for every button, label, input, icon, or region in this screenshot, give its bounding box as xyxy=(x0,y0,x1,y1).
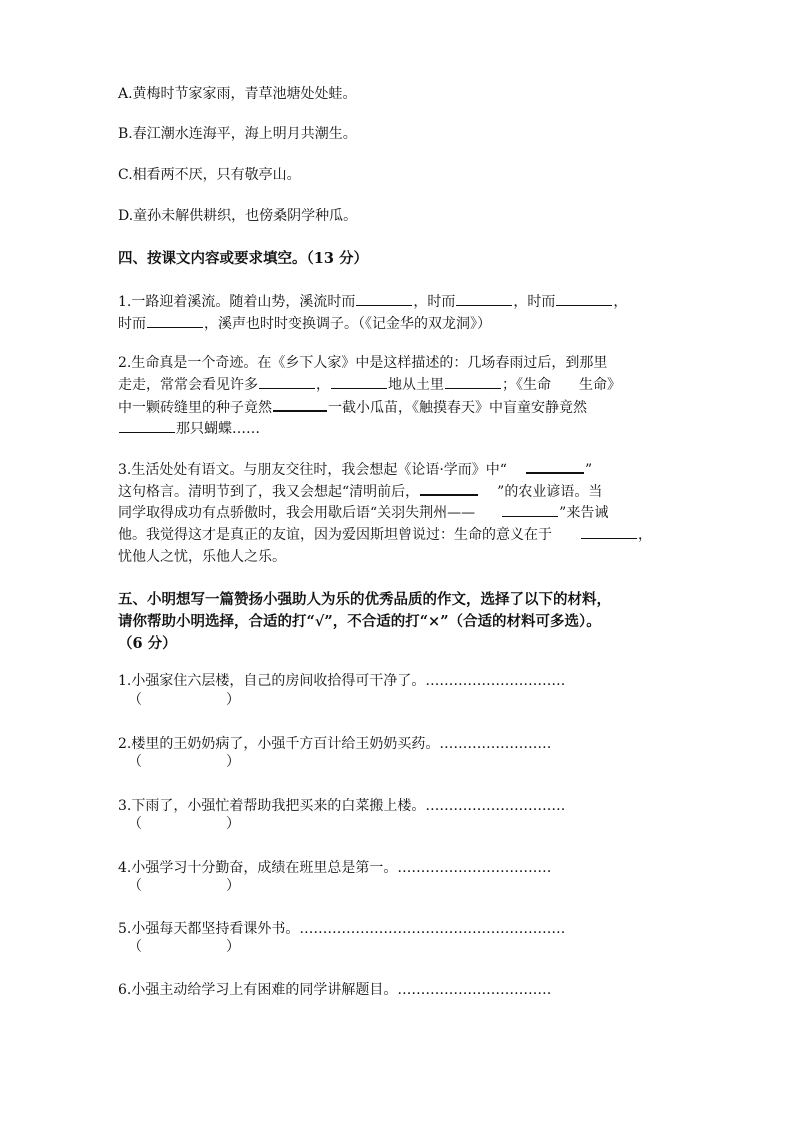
text: ” xyxy=(584,462,593,478)
text: ， xyxy=(613,294,628,310)
s4-q2-line2 xyxy=(118,374,621,396)
text: ，时而 xyxy=(513,294,556,310)
fill-blank[interactable] xyxy=(456,291,512,306)
s4-q2-line3 xyxy=(118,396,587,419)
fill-blank[interactable] xyxy=(119,418,175,433)
answer-paren[interactable] xyxy=(128,876,240,896)
text: ”来告诫 xyxy=(559,505,609,521)
text: 这句格言。清明节到了，我又会想起“清明前后， xyxy=(118,484,420,500)
s4-q1-line1 xyxy=(118,291,627,313)
answer-paren[interactable] xyxy=(128,937,240,957)
text: ，溪声也时时变换调子。（《记金华的双龙洞》） xyxy=(204,316,491,332)
s4-q1-line2 xyxy=(118,313,491,335)
option-b: B.春江潮水连海平，海上明月共潮生。 xyxy=(118,126,357,142)
s4-q2-line4 xyxy=(118,418,260,440)
answer-paren[interactable] xyxy=(128,752,240,772)
s5-item-3: 3.下雨了，小强忙着帮助我把买来的白菜搬上楼。………………………… xyxy=(118,798,566,814)
s5-item-4: 4.小强学习十分勤奋，成绩在班里总是第一。…………………………… xyxy=(118,860,552,876)
text: 一截小瓜苗，《触摸春天》中盲童安静竟然 xyxy=(328,400,587,416)
paren-open: （ xyxy=(128,939,142,955)
answer-paren[interactable] xyxy=(128,690,240,710)
s5-item-6: 6.小强主动给学习上有困难的同学讲解题目。…………………………… xyxy=(118,982,552,998)
text: 中一颗砖缝里的种子竟然 xyxy=(118,400,272,416)
s4-q3-line2 xyxy=(118,480,602,503)
section4-title: 四、按课文内容或要求填空。（13 分） xyxy=(118,250,368,267)
fill-blank[interactable] xyxy=(526,458,584,474)
text: 走走，常常会看见许多 xyxy=(118,377,258,393)
section5-title-line2: 请你帮助小明选择，合适的打“√”，不合适的打“×”（合适的材料可多选）。 xyxy=(118,613,601,630)
s4-q3-line4 xyxy=(118,524,652,546)
text: 地从土里 xyxy=(388,377,444,393)
text: 那只蝴蝶…… xyxy=(176,421,260,437)
text: ，时而 xyxy=(413,294,456,310)
s5-item-1: 1.小强家住六层楼，自己的房间收拾得可干净了。………………………… xyxy=(118,673,566,689)
s5-item-5: 5.小强每天都坚持看课外书。………………………………………………… xyxy=(118,921,566,937)
text: 1.一路迎着溪流。随着山势，溪流时而 xyxy=(118,294,356,310)
paren-open: （ xyxy=(128,692,142,708)
text: 时而 xyxy=(118,316,146,332)
section5-title-line3: （6 分） xyxy=(118,635,177,652)
fill-blank[interactable] xyxy=(556,291,612,306)
paren-close: ） xyxy=(226,939,240,955)
fill-blank[interactable] xyxy=(331,374,387,389)
fill-blank[interactable] xyxy=(420,480,478,496)
paren-open: （ xyxy=(128,754,142,770)
fill-blank[interactable] xyxy=(445,374,501,389)
answer-paren[interactable] xyxy=(128,814,240,834)
text: 同学取得成功有点骄傲时，我会用歇后语“关羽失荆州—— xyxy=(118,505,476,521)
fill-blank[interactable] xyxy=(581,524,637,539)
paren-close: ） xyxy=(226,692,240,708)
text: ， xyxy=(316,377,330,393)
fill-blank[interactable] xyxy=(502,502,558,517)
text: 3.生活处处有语文。与朋友交往时，我会想起《论语·学而》中“ xyxy=(118,462,507,478)
s4-q3-line3 xyxy=(118,502,608,524)
s4-q3-line5: 忧他人之忧，乐他人之乐。 xyxy=(118,549,286,565)
option-c: C.相看两不厌，只有敬亭山。 xyxy=(118,167,301,183)
paren-close: ） xyxy=(226,816,240,832)
paren-open: （ xyxy=(128,816,142,832)
fill-blank[interactable] xyxy=(259,374,315,389)
fill-blank[interactable] xyxy=(147,313,203,328)
text: ， xyxy=(638,527,652,543)
fill-blank[interactable] xyxy=(356,291,412,306)
paren-close: ） xyxy=(226,878,240,894)
text: ”的农业谚语。当 xyxy=(497,484,603,500)
paren-close: ） xyxy=(226,754,240,770)
option-a: A.黄梅时节家家雨，青草池塘处处蛙。 xyxy=(118,86,357,102)
s5-item-2: 2.楼里的王奶奶病了，小强千方百计给王奶奶买药。…………………… xyxy=(118,736,552,752)
s4-q3-line1 xyxy=(118,458,592,481)
fill-blank[interactable] xyxy=(273,396,327,412)
section5-title-line1: 五、小明想写一篇赞扬小强助人为乐的优秀品质的作文，选择了以下的材料， xyxy=(118,591,611,608)
text: ；《生命 生命》 xyxy=(502,377,621,393)
paren-open: （ xyxy=(128,878,142,894)
option-d: D.童孙未解供耕织，也傍桑阴学种瓜。 xyxy=(118,208,358,224)
s4-q2-line1: 2.生命真是一个奇迹。在《乡下人家》中是这样描述的：几场春雨过后，到那里 xyxy=(118,355,608,371)
text: 他。我觉得这才是真正的友谊，因为爱因斯坦曾说过：生命的意义在于 xyxy=(118,527,552,543)
